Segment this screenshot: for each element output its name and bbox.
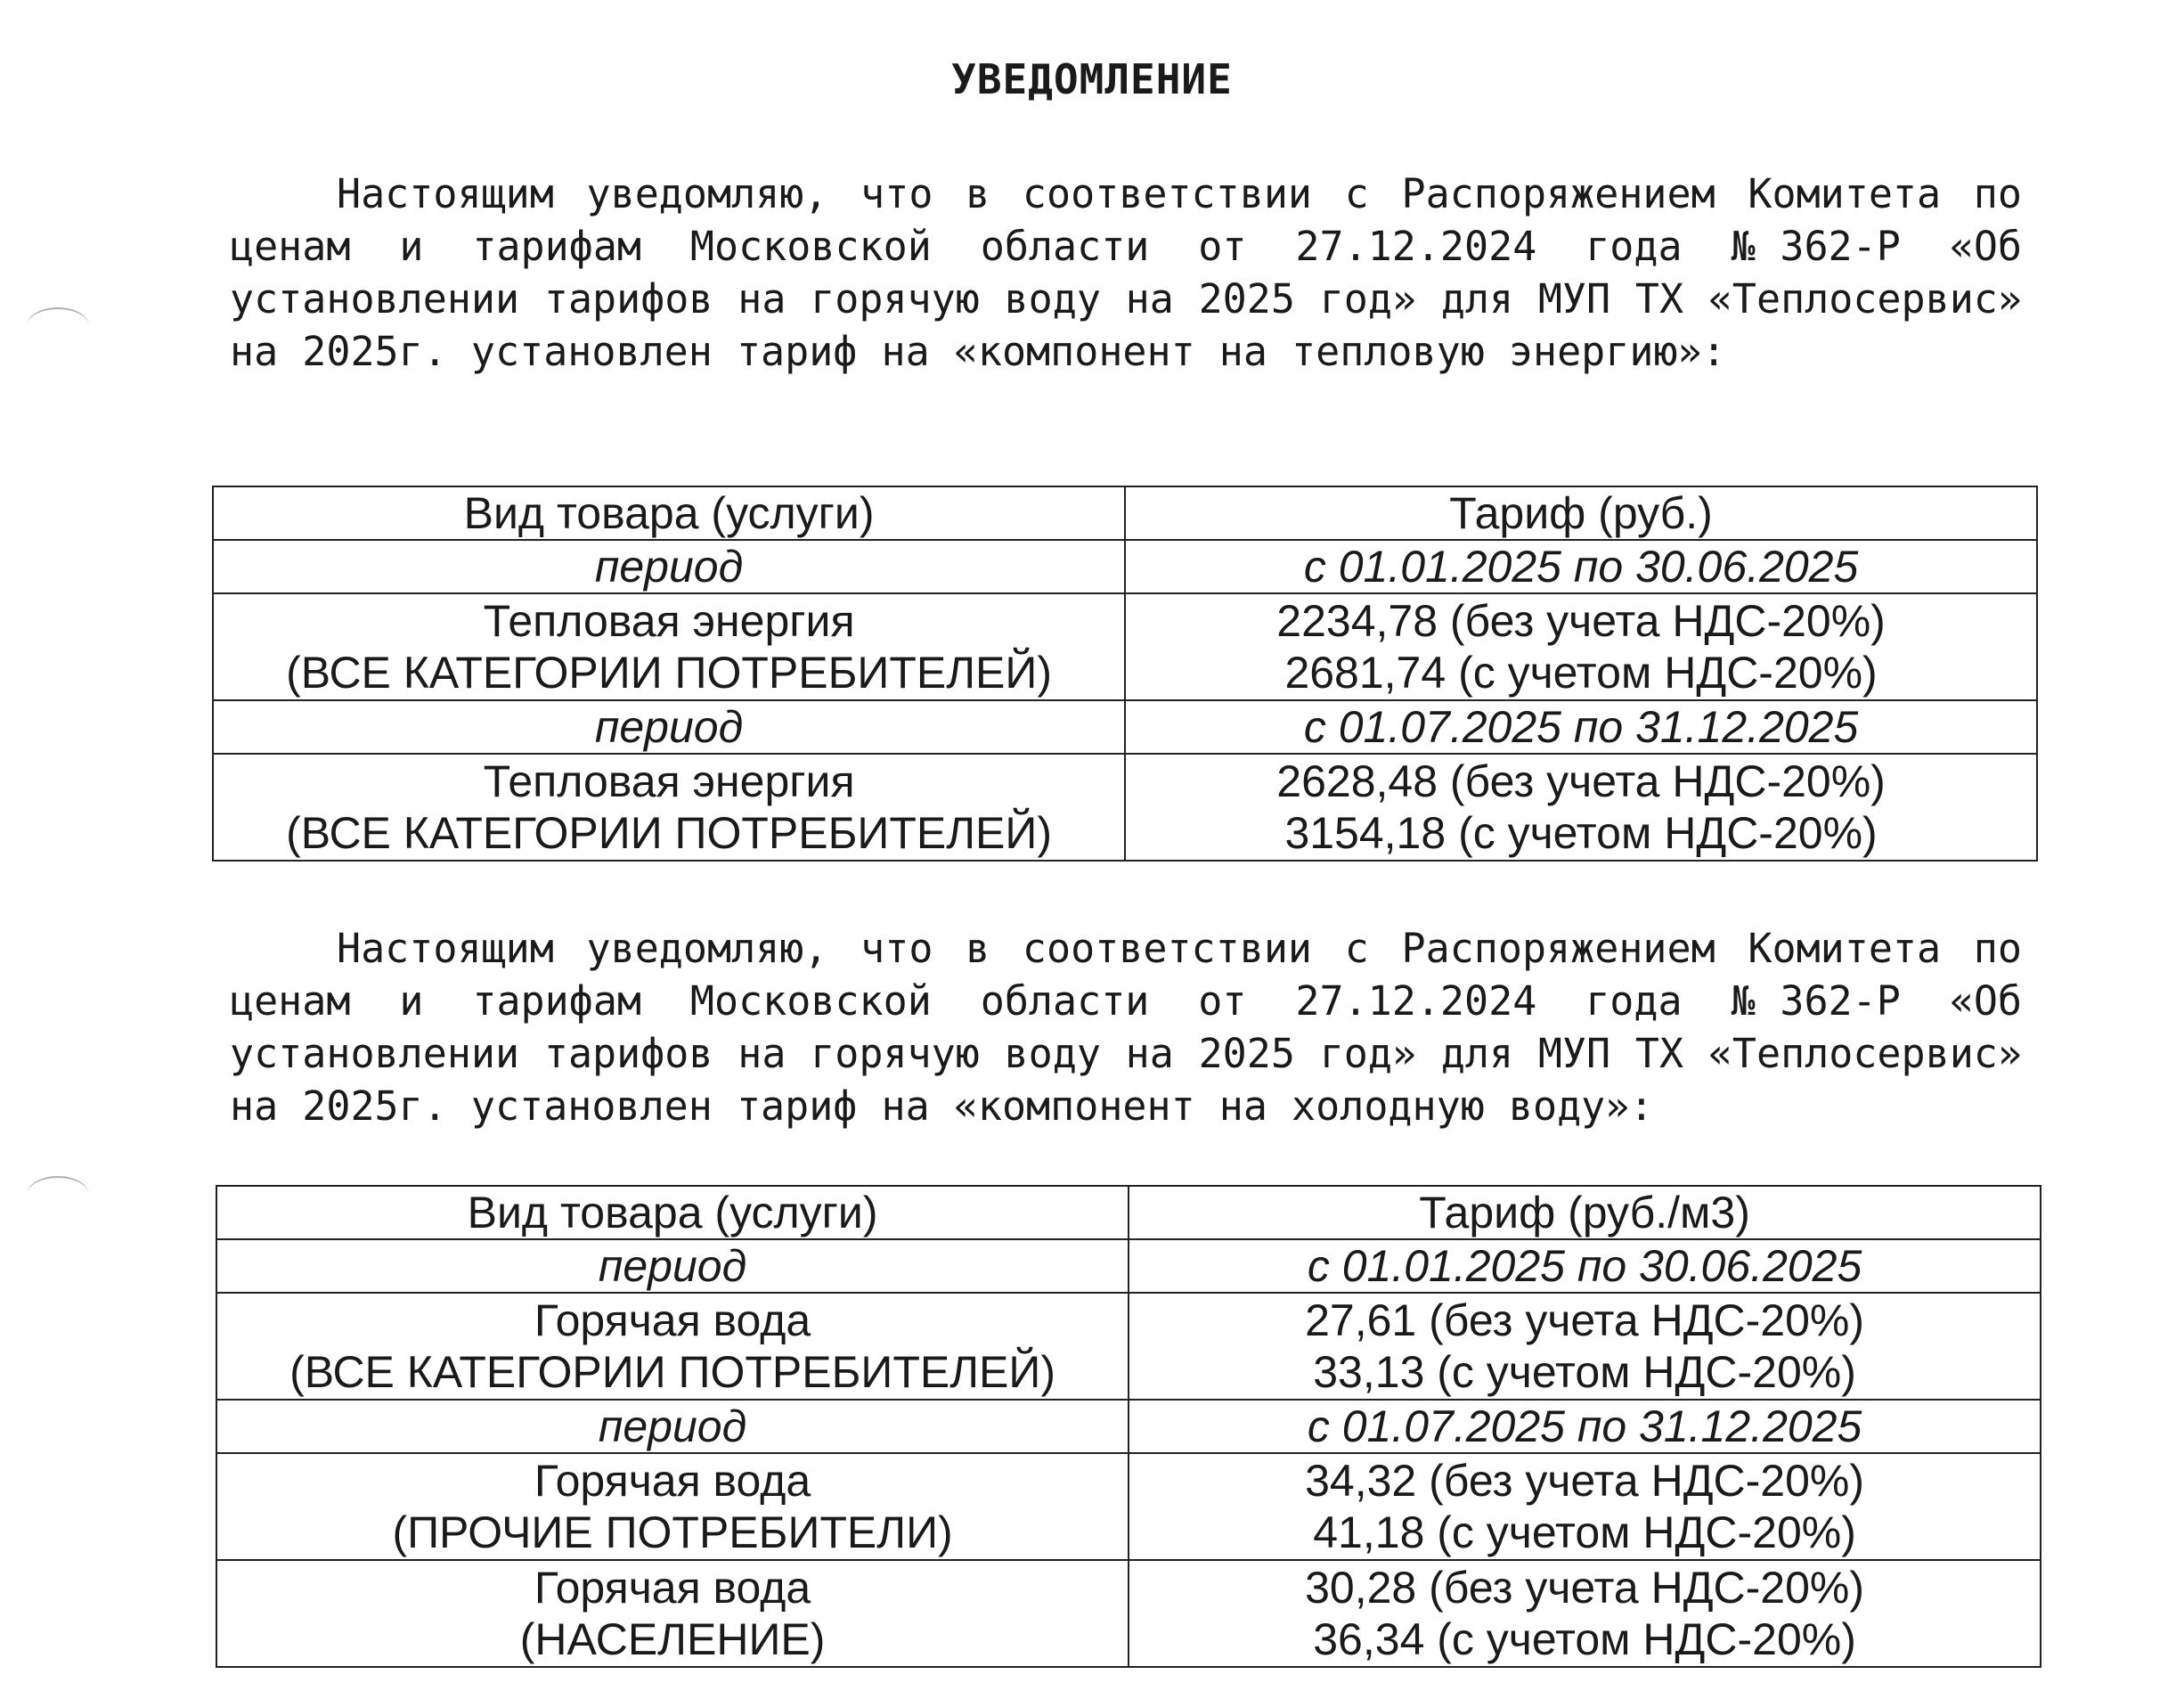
period-label: период — [213, 540, 1125, 593]
period-label: период — [216, 1239, 1129, 1293]
period-label: период — [213, 700, 1125, 754]
period-range: с 01.07.2025 по 31.12.2025 — [1129, 1400, 2041, 1453]
paragraph-cold-water — [230, 922, 2022, 1132]
tariff-with-vat: 3154,18 (с учетом НДС-20%) — [1284, 808, 1878, 858]
tariff-with-vat: 2681,74 (с учетом НДС-20%) — [1284, 648, 1878, 698]
tariff-with-vat: 33,13 (с учетом НДС-20%) — [1313, 1347, 1856, 1397]
tariff-cell — [1129, 1560, 2041, 1667]
period-range: с 01.01.2025 по 30.06.2025 — [1129, 1239, 2041, 1293]
tariff-cell — [1129, 1293, 2041, 1400]
service-cell — [213, 754, 1125, 861]
tariff-cell — [1125, 593, 2037, 700]
consumer-category: (ПРОЧИЕ ПОТРЕБИТЕЛИ) — [392, 1507, 953, 1557]
table-row — [216, 1293, 2041, 1400]
period-label: период — [216, 1400, 1129, 1453]
header-cell-service: Вид товара (услуги) — [216, 1186, 1129, 1239]
tariff-cell — [1129, 1453, 2041, 1560]
table-row — [213, 593, 2037, 700]
consumer-category: (ВСЕ КАТЕГОРИИ ПОТРЕБИТЕЛЕЙ) — [286, 648, 1052, 698]
table-header-row — [213, 486, 2037, 540]
service-name: Тепловая энергия — [483, 596, 855, 646]
service-cell — [216, 1560, 1129, 1667]
scan-punch-mark — [27, 307, 89, 345]
paragraph-text: Настоящим уведомляю, что в соответствии с Распоряжением Комитета по ценам и тарифам Московской области от 27.12.2024 года №362-Р «Об установлении тарифов на горячую воду на 2025 год» для МУП ТХ «Теплосервис» на 2025г. установлен тариф на «компонент на тепловую энергию»: — [230, 170, 2022, 375]
tariff-without-vat: 30,28 (без учета НДС-20%) — [1305, 1563, 1865, 1613]
tariff-without-vat: 2628,48 (без учета НДС-20%) — [1276, 756, 1886, 806]
table-period-row — [216, 1239, 2041, 1293]
tariff-without-vat: 2234,78 (без учета НДС-20%) — [1276, 596, 1886, 646]
consumer-category: (ВСЕ КАТЕГОРИИ ПОТРЕБИТЕЛЕЙ) — [286, 808, 1052, 858]
table-row — [216, 1453, 2041, 1560]
paragraph-text: Настоящим уведомляю, что в соответствии с Распоряжением Комитета по ценам и тарифам Московской области от 27.12.2024 года №362-Р «Об установлении тарифов на горячую воду на 2025 год» для МУП ТХ «Теплосервис» на 2025г. установлен тариф на «компонент на холодную воду»: — [230, 925, 2022, 1130]
table-header-row — [216, 1186, 2041, 1239]
service-name: Горячая вода — [534, 1456, 811, 1506]
service-name: Горячая вода — [534, 1563, 811, 1613]
tariff-without-vat: 34,32 (без учета НДС-20%) — [1305, 1456, 1865, 1506]
service-cell — [216, 1293, 1129, 1400]
service-cell — [216, 1453, 1129, 1560]
tariff-without-vat: 27,61 (без учета НДС-20%) — [1305, 1295, 1865, 1345]
consumer-category: (ВСЕ КАТЕГОРИИ ПОТРЕБИТЕЛЕЙ) — [289, 1347, 1055, 1397]
period-range: с 01.01.2025 по 30.06.2025 — [1125, 540, 2037, 593]
service-cell — [213, 593, 1125, 700]
consumer-category: (НАСЕЛЕНИЕ) — [519, 1614, 826, 1664]
table-row — [216, 1560, 2041, 1667]
tariff-table-water — [216, 1185, 2041, 1668]
service-name: Тепловая энергия — [483, 756, 855, 806]
table-period-row — [213, 700, 2037, 754]
period-range: с 01.07.2025 по 31.12.2025 — [1125, 700, 2037, 754]
scan-punch-mark — [27, 1176, 89, 1213]
table-row — [213, 754, 2037, 861]
service-name: Горячая вода — [534, 1295, 811, 1345]
document-title: УВЕДОМЛЕНИЕ — [951, 55, 1233, 103]
header-cell-tariff: Тариф (руб./м3) — [1129, 1186, 2041, 1239]
tariff-cell — [1125, 754, 2037, 861]
tariff-with-vat: 41,18 (с учетом НДС-20%) — [1313, 1507, 1856, 1557]
table-period-row — [216, 1400, 2041, 1453]
header-cell-service: Вид товара (услуги) — [213, 486, 1125, 540]
table-period-row — [213, 540, 2037, 593]
paragraph-heat-energy — [230, 167, 2022, 378]
tariff-with-vat: 36,34 (с учетом НДС-20%) — [1313, 1614, 1856, 1664]
tariff-table-heat-energy — [212, 486, 2038, 862]
header-cell-tariff: Тариф (руб.) — [1125, 486, 2037, 540]
